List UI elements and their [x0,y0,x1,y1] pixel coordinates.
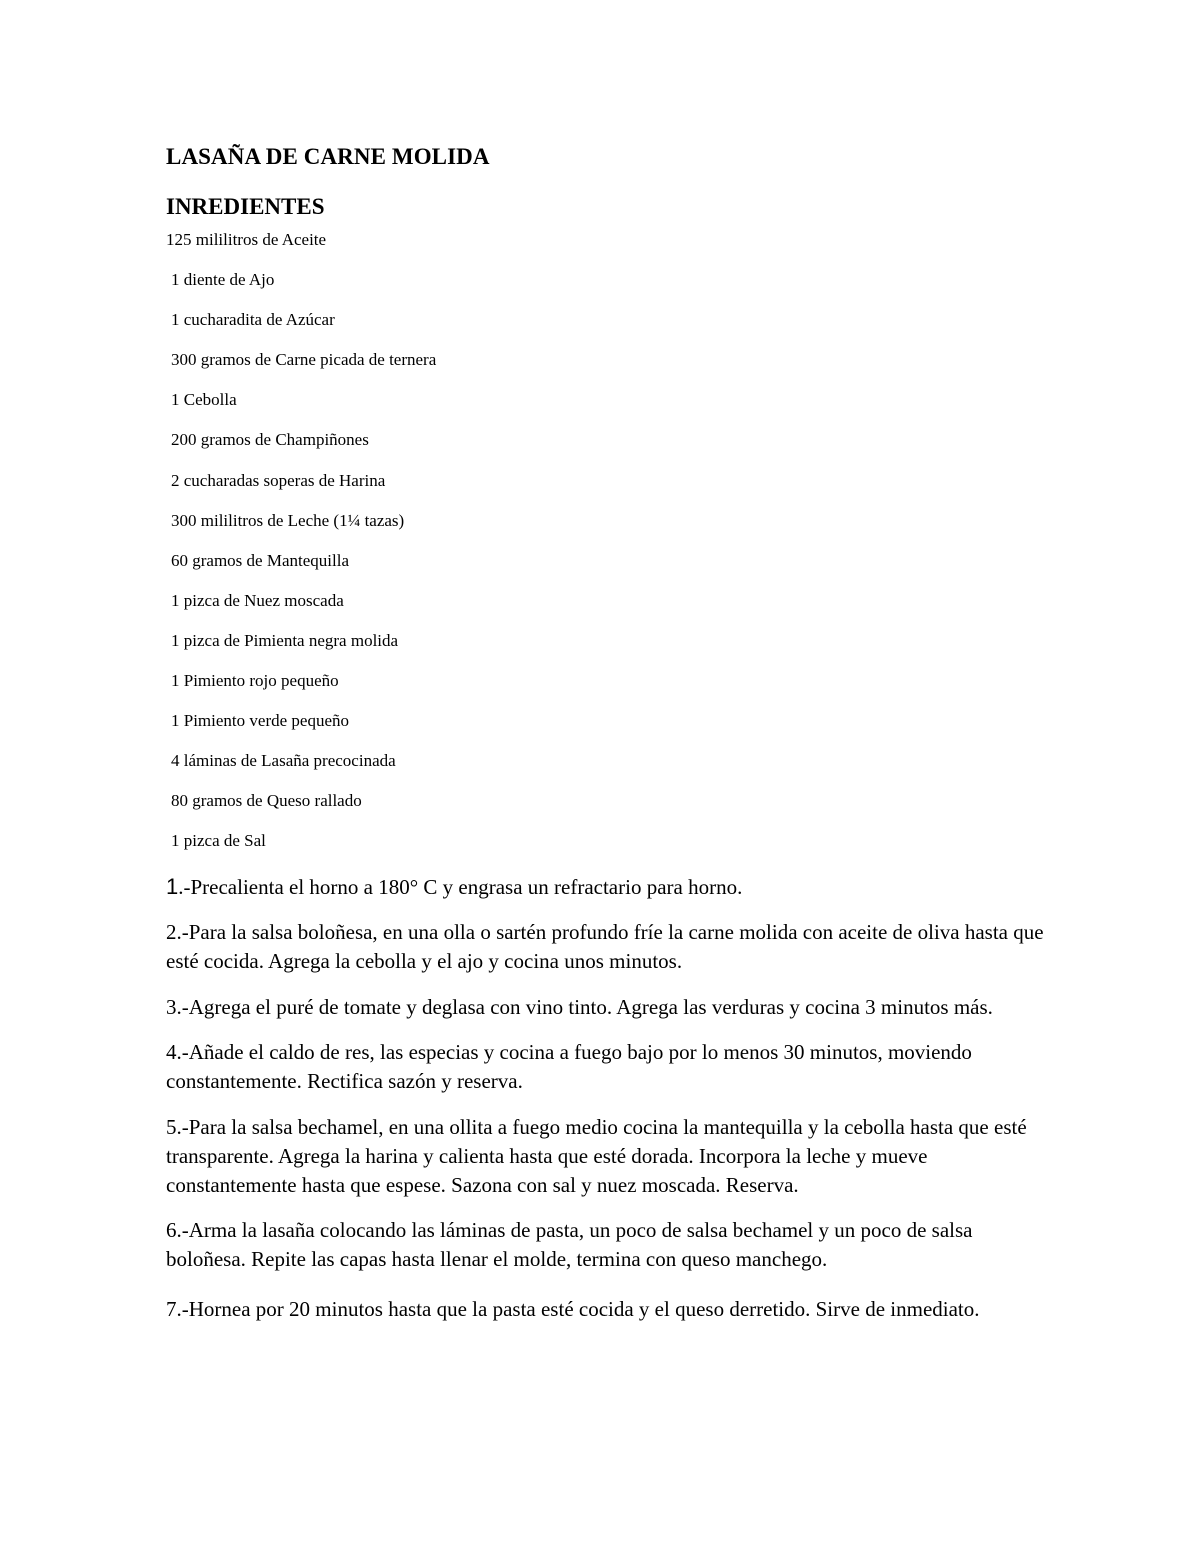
ingredient-item: 1 pizca de Sal [171,831,266,851]
step-text: .-Para la salsa boloñesa, en una olla o sartén profundo fríe la carne molida con aceite de oliva hasta que esté cocida. Agrega la cebolla y el ajo y cocina unos minutos. [166,920,1044,973]
ingredient-item: 1 pizca de Nuez moscada [171,590,344,610]
step-number: 1 [166,873,179,899]
step-text: .-Arma la lasaña colocando las láminas de pasta, un poco de salsa bechamel y un poco de salsa boloñesa. Repite las capas hasta llenar el molde, termina con queso manchego. [166,1218,973,1271]
step-text: .-Hornea por 20 minutos hasta que la pasta esté cocida y el queso derretido. Sirve de inmediato. [176,1296,980,1321]
ingredient-item: 1 pizca de Pimienta negra molida [171,630,399,650]
ingredient-item: 300 gramos de Carne picada de ternera [171,350,437,370]
step-number: 7 [166,1296,177,1321]
ingredient-item: 1 Cebolla [171,390,237,410]
step-text: .-Agrega el puré de tomate y deglasa con vino tinto. Agrega las verduras y cocina 3 minutos más. [176,994,993,1019]
step-number: 4 [166,1040,177,1064]
step-item [166,872,1046,902]
ingredients-list [166,228,1046,870]
ingredient-item: 200 gramos de Champiñones [171,430,369,450]
step-number: 2 [166,920,177,944]
steps-list [166,872,1046,1328]
ingredient-item: 60 gramos de Mantequilla [171,550,349,570]
step-number: 6 [166,1218,177,1242]
step-item [166,1216,1046,1274]
step-item [166,993,1046,1022]
step-text: .-Para la salsa bechamel, en una ollita a fuego medio cocina la mantequilla y la cebolla hasta que esté transparente. Agrega la harina y calienta hasta que esté dorada. Incorpora la leche y mueve constantemente hasta que espese. Sazona con sal y nuez moscada. Reserva. [166,1114,1027,1197]
step-item [166,1038,1046,1096]
step-number: 3 [166,994,177,1019]
ingredient-item: 125 mililitros de Aceite [166,230,327,249]
recipe-document [166,140,1046,1344]
ingredient-item: 1 cucharadita de Azúcar [171,310,335,330]
ingredient-item: 2 cucharadas soperas de Harina [171,470,386,490]
step-item [166,1113,1046,1200]
ingredients-heading: INREDIENTES [166,194,325,219]
ingredient-item: 300 mililitros de Leche (1¼ tazas) [171,510,405,530]
ingredient-item: 4 láminas de Lasaña precocinada [171,751,396,771]
ingredient-item: 1 diente de Ajo [171,270,275,290]
step-item [166,1291,1046,1328]
step-text: .-Añade el caldo de res, las especias y cocina a fuego bajo por lo menos 30 minutos, moviendo constantemente. Rectifica sazón y reserva. [166,1040,972,1093]
step-text: .-Precalienta el horno a 180° C y engrasa un refractario para horno. [178,874,743,899]
ingredient-item: 80 gramos de Queso rallado [171,791,362,811]
ingredient-item: 1 Pimiento verde pequeño [171,711,349,731]
ingredient-item: 1 Pimiento rojo pequeño [171,671,339,691]
step-item [166,918,1046,976]
recipe-title: LASAÑA DE CARNE MOLIDA [166,144,490,169]
step-number: 5 [166,1114,177,1139]
